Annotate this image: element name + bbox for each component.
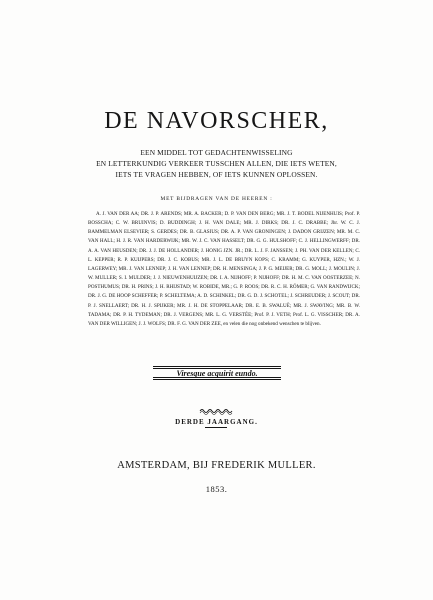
motto-rule — [153, 379, 281, 380]
subtitle — [60, 147, 373, 181]
motto: Viresque acquirit eundo. — [176, 369, 258, 378]
motto-rule — [153, 377, 281, 378]
contributors-list: A. J. VAN DER AA; DR. J. P. ARENDS; MR. A. BACKER; D. P. VAN DEN BERG; MR. J. T. BODEL NIJENHUIS; Prof. P. BOSSCHA; C. W. BRUINVIS; D. BUDDINGH; J. H. VAN DALE; MR. J. DIRKS; DR. J. C. DRABBE; Jhr. W. C. J. BAMMELMAN ELSEVIER; S. GERDES; DR. B. GLASIUS; DR. A. P. VAN GRONINGEN; J. DADON GRIJZEN; MR. M. C. VAN HALL; H. J. R. VAN HARDERWIJK; MR. W. J. C. VAN HASSELT; DR. G. G. HULSHOFF; C. J. HELLINGWERFF; DR. A. A. VAN HEUSDEN; DR. J. J. DE HOLLANDER; J. HONIG JZN. JR.; DR. L. J. F. JANSSEN; J. PH. VAN DER KELLEN; C. L. KEPPER; R. P. KUIJPERS; DR. J. C. KOBUS; MR. J. L. DE BRUYN KOPS; C. KRAMM; G. KUYPER, HZN.; W. J. LAGERWEY; MR. J. VAN LENNEP; J. H. VAN LENNEP; DR. H. MENSINGA; J. P. G. MEIJER; DR. G. MOLL; J. MOULIN; J. W. MULLER; S. I. MULDER; J. J. NIEUWENHUIJZEN; DR. I. A. NIJHOFF; P. NIJHOFF; DR. H. M. C. VAN OOSTERZEE; N. POSTHUMUS; DR. H. PRINS; J. H. RHIJSTAD; W. ROBIDE, MR.; G. P. ROOS; DR. R. C. H. RÖMER; G. VAN RANDWIJCK; DR. J. G. DE HOOP SCHEFFER; P. SCHELTEMA; A. D. SCHINKEL; DR. G. D. J. SCHOTEL; J. SCHREUDER; J. SCOUT; DR. P. J. SNELLAERT; DR. H. J. SPIJKER; MR. J. H. DE STOPPELAAR; DR. E. B. SWALUË; MR. J. SWAVING; MR. B. W. TADAMA; DR. P. H. TYDEMAN; DR. J. VERGENS; MR. L. G. VERSTÉE; Prof. P. J. VETH; Prof. L. G. VISSCHER; DR. A. VAN DER WILLIGEN; J. J. WOLFS; DR. F. G. VAN DER ZEE, en velen die nog onbekend wenschen te blijven. — [88, 211, 360, 327]
page-title: DE NAVORSCHER, — [104, 108, 329, 134]
subtitle-line: IETS TE VRAGEN HEBBEN, OF IETS KUNNEN OPLOSSEN. — [115, 170, 318, 180]
subtitle-line: EEN MIDDEL TOT GEDACHTENWISSELING — [140, 148, 293, 157]
motto-box — [153, 366, 281, 380]
publisher-imprint: AMSTERDAM, BIJ FREDERIK MULLER. — [117, 460, 316, 471]
divider — [205, 427, 227, 428]
ornament-flourish-icon — [199, 407, 234, 415]
volume-label: DERDE JAARGANG. — [175, 418, 258, 426]
motto-rule — [153, 366, 281, 367]
subtitle-line: EN LETTERKUNDIG VERKEER TUSSCHEN ALLEN, DIE IETS WETEN, — [96, 159, 337, 169]
publication-year: 1853. — [205, 484, 228, 494]
contributions-label: MET BIJDRAGEN VAN DE HEEREN : — [160, 196, 273, 202]
